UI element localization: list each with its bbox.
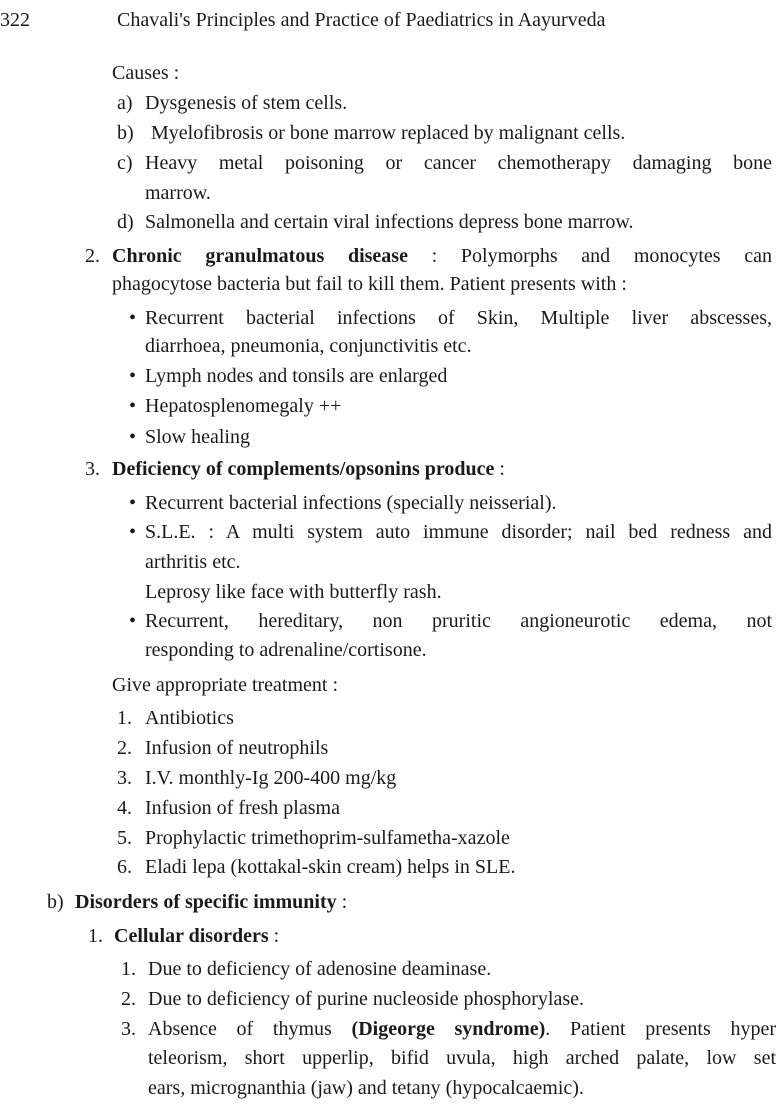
cgd-line1 (112, 244, 772, 268)
list-item: Eladi lepa (kottakal-skin cream) helps in SLE. (145, 856, 516, 878)
list-item: Prophylactic trimethoprim-sulfametha-xazole (145, 827, 510, 849)
list-item: Dysgenesis of stem cells. (145, 92, 348, 114)
list-marker: b) (47, 891, 64, 913)
list-item-cont: teleorism, short upperlip, bifid uvula, high arched palate, low set (148, 1047, 776, 1069)
list-marker: 1. (88, 925, 103, 947)
bullet-icon: • (129, 492, 137, 514)
cgd-text: : Polymorphs and monocytes can (431, 245, 772, 267)
bullet-item: Lymph nodes and tonsils are enlarged (145, 365, 448, 387)
list-marker: 1. (121, 958, 136, 980)
list-marker: b) (117, 122, 134, 144)
list-marker: c) (117, 152, 133, 174)
bullet-item: Hepatosplenomegaly ++ (145, 395, 342, 417)
text: Absence of thymus (148, 1018, 332, 1040)
bullet-item-cont: responding to adrenaline/cortisone. (145, 639, 427, 661)
bullet-icon: • (129, 365, 137, 387)
cellular-title: Cellular disorders (114, 925, 269, 947)
colon: : (341, 891, 348, 913)
running-title: Chavali's Principles and Practice of Paediatrics in Aayurveda (117, 9, 606, 31)
syndrome-name: (Digeorge syndrome) (351, 1018, 546, 1040)
list-marker: d) (117, 211, 134, 233)
bullet-item-cont: arthritis etc. (145, 551, 241, 573)
cellular-heading (114, 924, 279, 948)
bullet-icon: • (129, 307, 137, 329)
text: . Patient presents hyper (545, 1018, 776, 1040)
bullet-item: S.L.E. : A multi system auto immune disorder; nail bed redness and (145, 521, 772, 543)
list-item: Antibiotics (145, 707, 234, 729)
treatment-heading: Give appropriate treatment : (112, 674, 339, 696)
complement-heading (112, 457, 505, 481)
list-marker: 2. (117, 737, 132, 759)
list-item-cont: marrow. (145, 182, 211, 204)
list-item: Myelofibrosis or bone marrow replaced by malignant cells. (151, 122, 626, 144)
bullet-item-cont: Leprosy like face with butterfly rash. (145, 581, 442, 603)
bullet-icon: • (129, 521, 137, 543)
list-item: Salmonella and certain viral infections depress bone marrow. (145, 211, 634, 233)
list-item: Infusion of neutrophils (145, 737, 329, 759)
list-item (148, 1017, 776, 1041)
list-item: Infusion of fresh plasma (145, 797, 340, 819)
list-marker: 4. (117, 797, 132, 819)
list-marker: 6. (117, 856, 132, 878)
colon: : (273, 925, 280, 947)
list-marker: 3. (85, 458, 100, 480)
causes-heading: Causes : (112, 62, 180, 84)
specific-heading (75, 890, 347, 914)
list-marker: 2. (121, 988, 136, 1010)
cgd-line2: phagocytose bacteria but fail to kill them. Patient presents with : (112, 273, 627, 295)
bullet-icon: • (129, 395, 137, 417)
complement-title: Deficiency of complements/opsonins produce (112, 458, 495, 480)
list-item: Heavy metal poisoning or cancer chemotherapy damaging bone (145, 152, 772, 174)
bullet-item: Slow healing (145, 426, 250, 448)
cgd-title: Chronic granulmatous disease (112, 245, 408, 267)
list-marker: 2. (85, 245, 100, 267)
bullet-item: Recurrent bacterial infections of Skin, Multiple liver abscesses, (145, 307, 772, 329)
colon: : (499, 458, 505, 480)
list-marker: 5. (117, 827, 132, 849)
bullet-item: Recurrent bacterial infections (specially neisserial). (145, 492, 557, 514)
bullet-item: Recurrent, hereditary, non pruritic angioneurotic edema, not (145, 610, 772, 632)
list-marker: 1. (117, 707, 132, 729)
list-item-cont: ears, micrognanthia (jaw) and tetany (hypocalcaemic). (148, 1077, 584, 1099)
list-item: Due to deficiency of purine nucleoside phosphorylase. (148, 988, 584, 1010)
list-marker: 3. (117, 767, 132, 789)
bullet-icon: • (129, 610, 137, 632)
list-marker: 3. (121, 1018, 136, 1040)
list-item: I.V. monthly-Ig 200-400 mg/kg (145, 767, 397, 789)
bullet-icon: • (129, 426, 137, 448)
list-item: Due to deficiency of adenosine deaminase. (148, 958, 492, 980)
bullet-item-cont: diarrhoea, pneumonia, conjunctivitis etc. (145, 335, 472, 357)
page-number: 322 (0, 9, 30, 31)
list-marker: a) (117, 92, 133, 114)
specific-title: Disorders of specific immunity (75, 891, 337, 913)
